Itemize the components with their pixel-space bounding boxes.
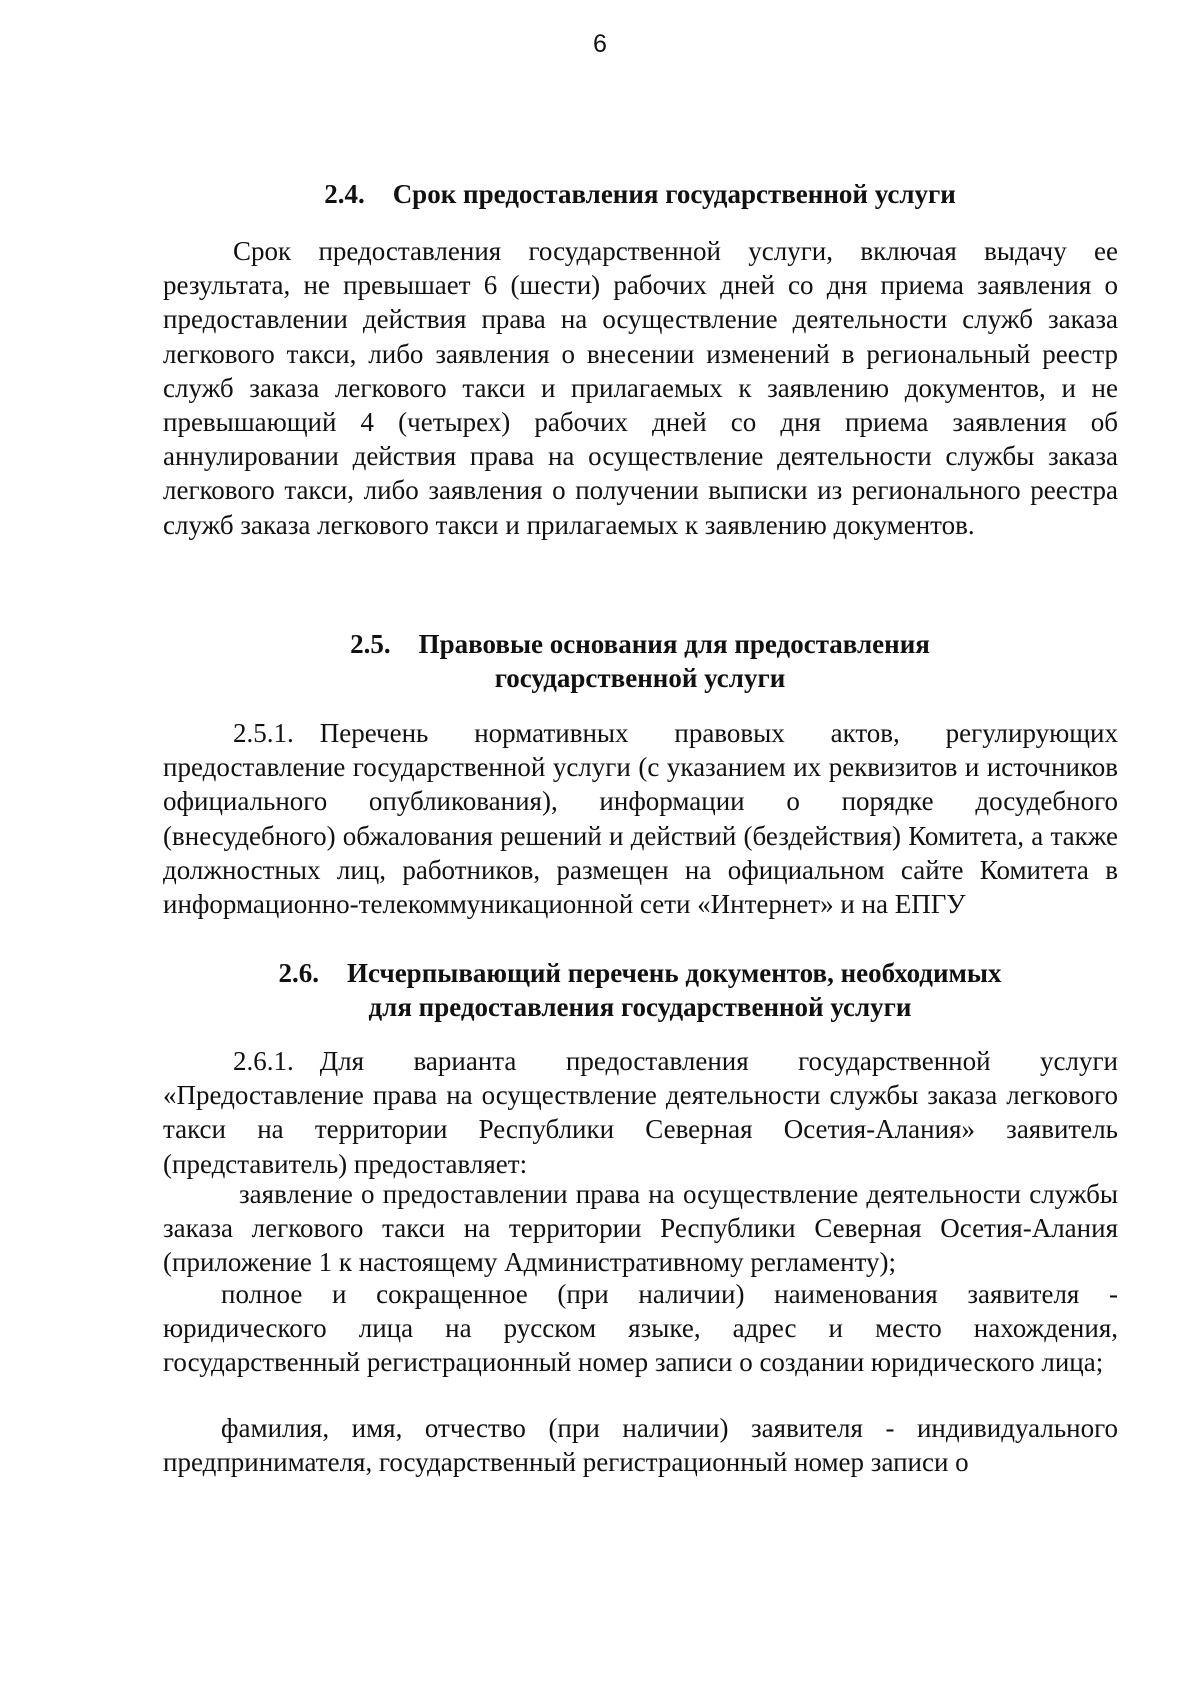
section-2-6-title-line1: Исчерпывающий перечень документов, необходимых (347, 958, 1002, 988)
section-2-4-number: 2.4. (324, 179, 365, 209)
paragraph-2-5-1-number: 2.5.1. (233, 718, 294, 748)
section-2-4-title: Срок предоставления государственной услуги (392, 179, 956, 209)
list-item-legal-entity-name: полное и сокращенное (при наличии) наименования заявителя - юридического лица на русском языке, адрес и место нахождения, государственный регистрационный номер записи о создании юридического лица; (163, 1279, 1118, 1378)
section-2-5-number: 2.5. (350, 629, 391, 659)
paragraph-2-6-1 (163, 1044, 1118, 1181)
paragraph-2-6-1-text: Для варианта предоставления государственной услуги «Предоставление права на осуществление деятельности службы заказа легкового такси на территории Республики Северная Осетия-Алания» заявитель (представитель) предоставляет: (163, 1046, 1118, 1179)
section-2-5-title-line1: Правовые основания для предоставления (418, 629, 930, 659)
page-number: 6 (593, 30, 607, 58)
list-item-application: заявление о предоставлении права на осуществление деятельности службы заказа легкового такси на территории Республики Северная Осетия-Алания (приложение 1 к настоящему Административному регламенту); (163, 1179, 1118, 1278)
paragraph-2-6-1-number: 2.6.1. (233, 1046, 294, 1076)
section-2-4-paragraph: Срок предоставления государственной услуги, включая выдачу ее результата, не превышает 6 (шести) рабочих дней со дня приема заявления о предоставлении действия права на осуществление деятельности служб заказа легкового такси, либо заявления о внесении изменений в региональный реестр служб заказа легкового такси и прилагаемых к заявлению документов, и не превышающий 4 (четырех) рабочих дней со дня приема заявления об аннулировании действия права на осуществление деятельности службы заказа легкового такси, либо заявления о получении выписки из регионального реестра служб заказа легкового такси и прилагаемых к заявлению документов. (163, 236, 1118, 540)
section-2-6-heading (160, 956, 1120, 1024)
paragraph-2-5-1-text: Перечень нормативных правовых актов, регулирующих предоставление государственной услуги (с указанием их реквизитов и источников официального опубликования), информации о порядке досудебного (внесудебного) обжалования решений и действий (бездействия) Комитета, а также должностных лиц, работников, размещен на официальном сайте Комитета в информационно-телекоммуникационной сети «Интернет» и на ЕПГУ (163, 718, 1118, 920)
section-2-6-title-line2: для предоставления государственной услуги (368, 992, 912, 1022)
section-2-5-heading (160, 627, 1120, 695)
section-2-6-number: 2.6. (278, 958, 320, 988)
section-2-5-title-line2: государственной услуги (494, 663, 786, 693)
section-2-4-heading (160, 177, 1120, 211)
paragraph-2-5-1 (163, 716, 1118, 921)
list-item-entrepreneur-name: фамилия, имя, отчество (при наличии) заявителя - индивидуального предпринимателя, государственный регистрационный номер записи о (163, 1413, 1118, 1478)
